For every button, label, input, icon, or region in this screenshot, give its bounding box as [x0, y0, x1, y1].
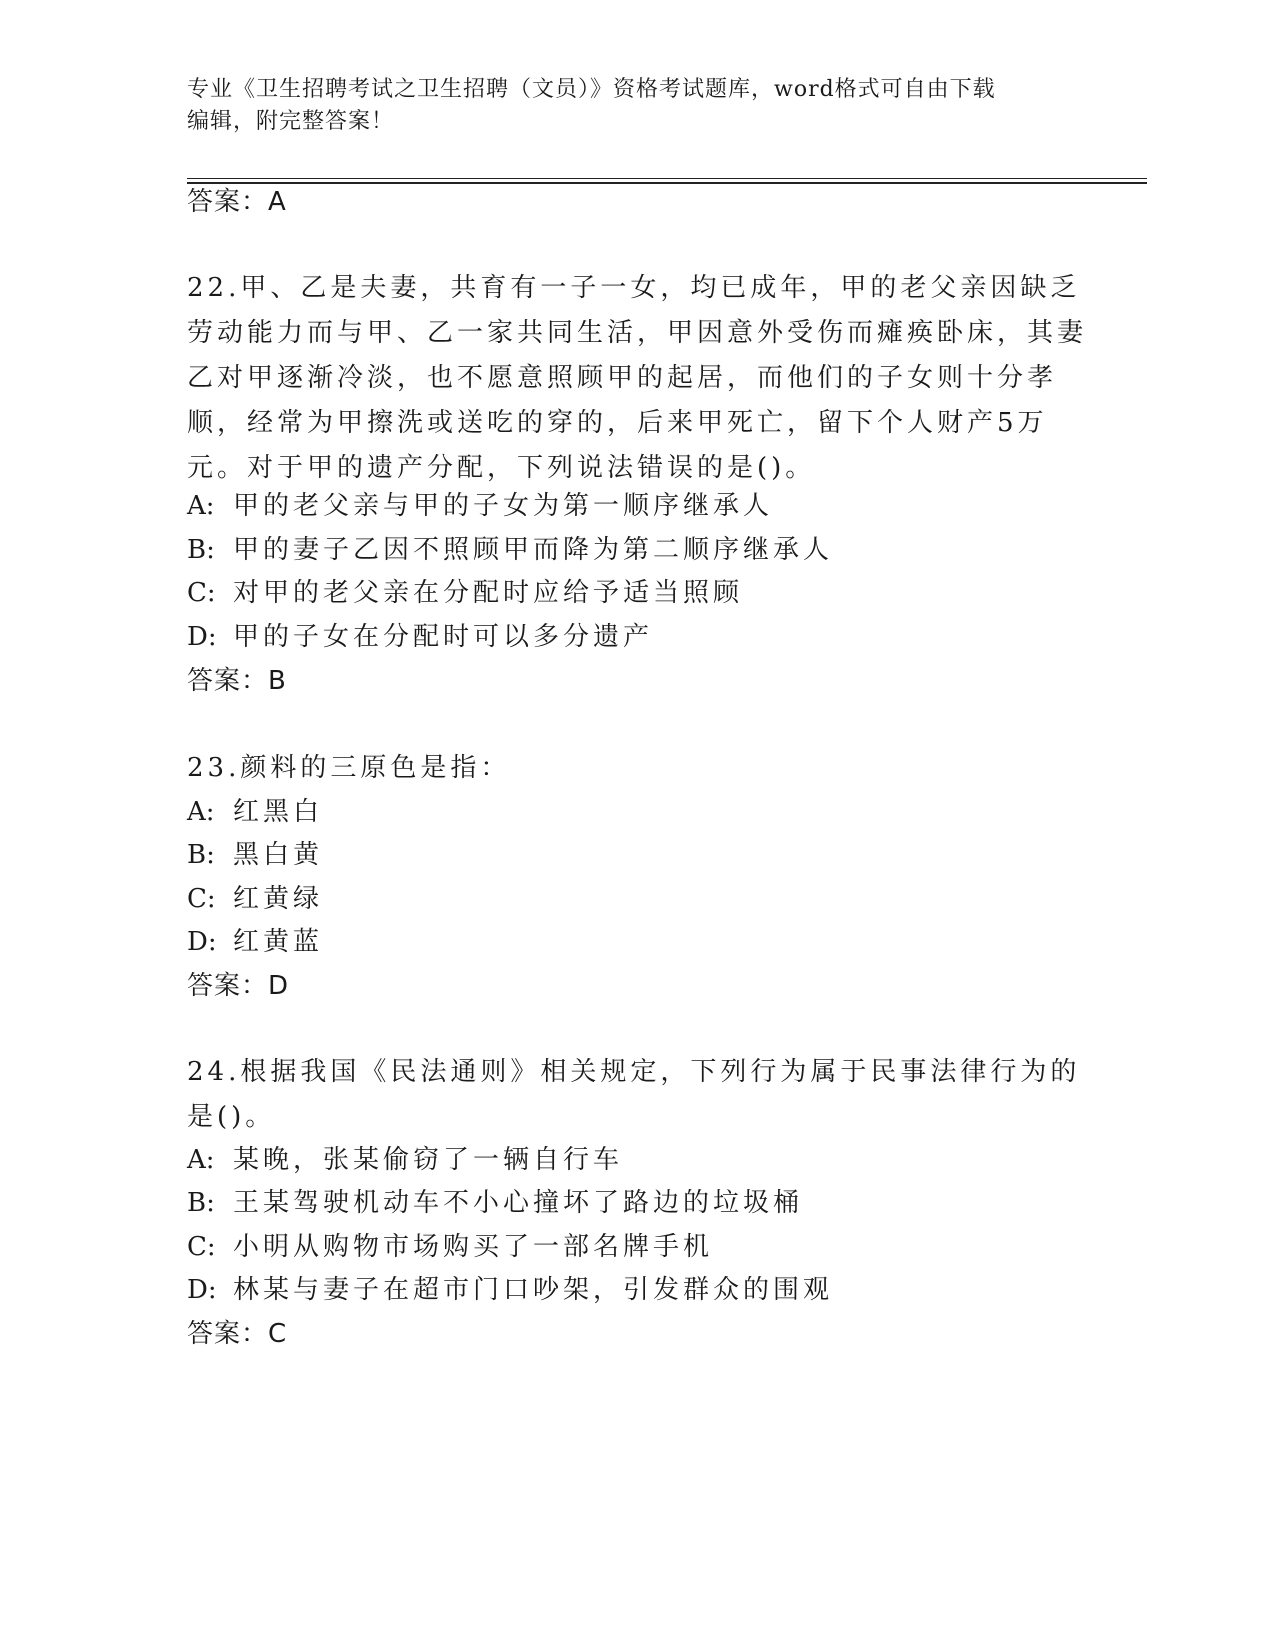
option-letter: B: — [187, 840, 215, 870]
question-23-option-c — [187, 883, 323, 915]
option-letter: C: — [187, 1232, 216, 1262]
option-text: 林某与妻子在超市门口吵架，引发群众的围观 — [233, 1275, 834, 1305]
option-letter: D: — [187, 927, 217, 957]
question-24-option-b — [187, 1187, 803, 1219]
question-22-answer: 答案：B — [187, 666, 287, 696]
option-text: 红黄蓝 — [233, 927, 324, 957]
option-text: 对甲的老父亲在分配时应给予适当照顾 — [233, 578, 744, 608]
option-letter: C: — [187, 884, 216, 914]
question-23-option-b — [187, 839, 323, 871]
document-header — [187, 74, 1067, 138]
option-letter: B: — [187, 1188, 215, 1218]
option-letter: C: — [187, 578, 216, 608]
option-letter: A: — [187, 491, 215, 521]
option-letter: B: — [187, 535, 215, 565]
question-22-option-c — [187, 577, 743, 609]
question-24-option-c — [187, 1231, 713, 1263]
question-23-option-d — [187, 926, 323, 958]
question-22-text: 22.甲、乙是夫妻，共育有一子一女，均已成年，甲的老父亲因缺乏劳动能力而与甲、乙一家共同生活，甲因意外受伤而瘫痪卧床，其妻乙对甲逐渐冷淡，也不愿意照顾甲的起居，而他们的子女则十分孝顺，经常为甲擦洗或送吃的穿的，后来甲死亡，留下个人财产5万元。对于甲的遗产分配，下列说法错误的是()。 — [187, 273, 1088, 483]
question-24-answer: 答案：C — [187, 1319, 288, 1349]
question-22-option-b — [187, 534, 833, 566]
question-23-option-a — [187, 796, 323, 828]
option-text: 红黄绿 — [233, 884, 324, 914]
option-text: 甲的老父亲与甲的子女为第一顺序继承人 — [233, 491, 774, 521]
option-letter: D: — [187, 622, 217, 652]
header-divider-thin — [187, 178, 1147, 179]
option-text: 小明从购物市场购买了一部名牌手机 — [233, 1232, 714, 1262]
question-24-option-a — [187, 1144, 623, 1176]
option-text: 甲的妻子乙因不照顾甲而降为第二顺序继承人 — [233, 535, 834, 565]
question-23-answer: 答案：D — [187, 971, 290, 1001]
question-24-option-d — [187, 1274, 833, 1306]
header-line-2: 编辑，附完整答案！ — [187, 109, 395, 134]
option-text: 黑白黄 — [233, 840, 324, 870]
option-letter: A: — [187, 1145, 215, 1175]
header-line-1: 专业《卫生招聘考试之卫生招聘（文员）》资格考试题库，word格式可自由下载 — [187, 77, 996, 102]
option-text: 王某驾驶机动车不小心撞坏了路边的垃圾桶 — [233, 1188, 804, 1218]
option-text: 甲的子女在分配时可以多分遗产 — [233, 622, 654, 652]
option-letter: D: — [187, 1275, 217, 1305]
option-text: 某晚，张某偷窃了一辆自行车 — [233, 1145, 624, 1175]
question-24-text: 24.根据我国《民法通则》相关规定，下列行为属于民事法律行为的是()。 — [187, 1057, 1081, 1132]
question-22-option-a — [187, 490, 773, 522]
option-letter: A: — [187, 797, 215, 827]
option-text: 红黑白 — [233, 797, 324, 827]
question-23-text: 23.颜料的三原色是指： — [187, 753, 511, 783]
question-22-option-d — [187, 621, 653, 653]
header-divider-thick — [187, 182, 1147, 184]
answer-previous: 答案：A — [187, 187, 287, 217]
